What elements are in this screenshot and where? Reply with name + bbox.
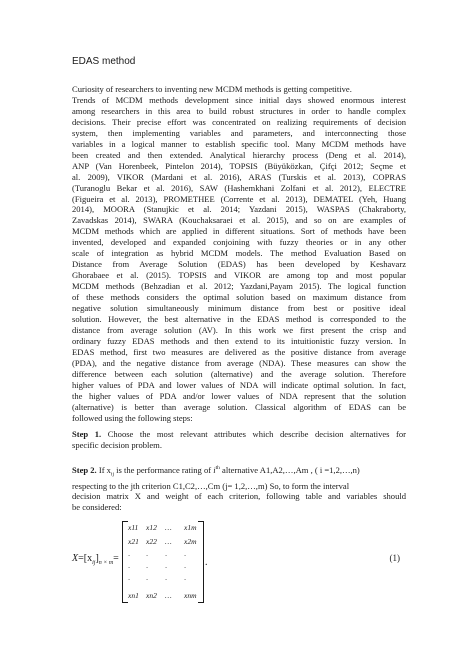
step2-text-d: 1,A2,…,Am , ( i =1,2,…,n) [265, 464, 360, 475]
intro-line: decisions. Their precise effort was concentrated on realizing requirements of decision [72, 116, 406, 127]
intro-line: (PDA), and the negative distance from average (NDA). These measures can show the [72, 357, 406, 368]
intro-line: of these methods considers the optimal solution based on maximum distance from [72, 292, 406, 303]
intro-line: MCDM methods (Behzadian et al. 2012; Yazdani,Payam 2015). The logical function [72, 281, 406, 292]
matrix-cell: · [184, 575, 186, 584]
intro-line: Curiosity of researchers to inventing new MCDM methods is getting competitive. [72, 84, 352, 94]
intro-line: invented, developed and expanded conjoining with fuzzy theories or in any other [72, 237, 406, 248]
intro-line: system, then implementing variables and parameters, and interconnecting those [72, 127, 406, 138]
matrix-cell: xnm [184, 591, 197, 600]
intro-line: Zavadskas 2014), SWARA (Kouchaksaraei et al. 2015), and so on are examples of [72, 215, 406, 226]
lhs-dim: n × m [98, 560, 114, 566]
intro-line: Ghorabaee et al. (2015). TOPSIS and VIKOR are among top and most popular [72, 270, 406, 281]
step2-line-1 [72, 463, 406, 481]
intro-line: among researchers in this area to build robust structures in order to handle complex [72, 105, 406, 116]
intro-line: variables in a logical manner to establish specific tool. Many MCDM methods have [72, 138, 406, 149]
equation-period: . [205, 557, 208, 568]
decision-matrix-equation [72, 519, 406, 605]
matrix-cell: x12 [146, 523, 157, 532]
matrix-cell: … [165, 537, 172, 546]
matrix-cell: · [184, 551, 186, 560]
intro-line: al. 2009), VIKOR (Mardani et al. 2016), ARAS (Turskis et al. 2013), COPRAS [72, 171, 406, 182]
equation-lhs [72, 553, 119, 566]
matrix-cell: · [184, 563, 186, 572]
step1-paragraph [72, 429, 406, 451]
matrix-cell: · [165, 575, 167, 584]
intro-line: MCDM methods which are applied in different situations. Sort of methods have been [72, 226, 406, 237]
intro-line: negative solution simultaneously minimum distance from best or positive ideal [72, 303, 406, 314]
step2-text-b: is the performance rating of [116, 464, 212, 475]
equation-number: (1) [389, 553, 400, 563]
step2-text-a: If x [98, 464, 111, 475]
matrix-cell: · [165, 551, 167, 560]
matrix-cell: x1m [184, 523, 197, 532]
lhs-eq2: = [113, 553, 119, 564]
matrix-cell: xn1 [128, 591, 139, 600]
intro-line: 2014), MOORA (Stanujkic et al. 2014; Yazdani 2015), WASPAS (Chakraborty, [72, 204, 406, 215]
matrix-cell: x11 [128, 523, 139, 532]
step2-sub: ij [110, 471, 115, 478]
section-heading: EDAS method [72, 56, 136, 67]
step1-line-2: specific decision problem. [72, 439, 162, 450]
matrix-cell: … [165, 523, 172, 532]
matrix-cell: … [165, 591, 172, 600]
intro-line: EDAS method, first two measures are delivered as the positive distance from average [72, 346, 406, 357]
intro-line: followed using the following steps: [72, 412, 193, 423]
matrix-cell: · [146, 563, 148, 572]
lhs-ij: ij [92, 560, 96, 566]
intro-line: been created and then extended. Analytical hierarchy process (Deng et al. 2014), [72, 149, 406, 160]
step2-i: i [213, 464, 216, 475]
step1-text-1: Choose the most relevant attributes which describe decision alternatives for [107, 429, 407, 439]
intro-line: distance from average solution (AV). In this work we first present the crisp and [72, 324, 406, 335]
step2-line-2: respecting to the jth criterion C1,C2,…,Cm (j= 1,2,…,m) So, to form the interval [72, 480, 350, 491]
lhs-close: ] [95, 553, 99, 564]
intro-line: (Figueira et al. 2013), PROMETHEE (Corrente et al. 2013), DEMATEL (Yeh, Huang [72, 193, 406, 204]
matrix-cell: · [146, 551, 148, 560]
intro-line: Trends of MCDM methods development since initial days showed enormous interest [72, 94, 406, 105]
step2-line-3: decision matrix X and weight of each criterion, following table and variables should [72, 491, 406, 502]
intro-line: (alternative) is better than average solution. Classical algorithm of EDAS can be [72, 401, 406, 412]
step2-paragraph [72, 463, 406, 513]
step1-label: Step 1. [72, 429, 102, 439]
matrix-cell: xn2 [146, 591, 157, 600]
intro-line: difference between each solution (alternative) and the average solution. Therefore [72, 368, 406, 379]
matrix-cell: · [128, 551, 130, 560]
matrix-cell: x22 [146, 537, 157, 546]
matrix-cell: x21 [128, 537, 139, 546]
step2-label: Step 2. [72, 464, 97, 475]
matrix-cell: · [128, 575, 130, 584]
intro-line: the higher values of PDA and/or lower values of NDA represent that the solution [72, 390, 406, 401]
matrix-cell: · [146, 575, 148, 584]
lhs-x: X [72, 553, 79, 564]
intro-line: ordinary fuzzy EDAS methods and then extend to its intuitionistic fuzzy version. In [72, 335, 406, 346]
intro-line: higher values of PDA and lower values of NDA will indicate optimal solution. In fact, [72, 379, 406, 390]
step1-line-1 [72, 429, 406, 440]
lhs-eq: =[x [78, 553, 93, 564]
matrix-cell: · [128, 563, 130, 572]
intro-line: Distance from Average Solution (EDAS) has been developed by Keshavarz [72, 259, 406, 270]
step2-text-c: alternative A [222, 464, 266, 475]
matrix-cell: · [165, 563, 167, 572]
intro-paragraph [72, 84, 406, 424]
intro-line: ANP (Van Horenbeek, Pintelon 2014), TOPSIS (Büyüközkan, Çifçi 2012; Seçme et [72, 160, 406, 171]
intro-line: solution. However, the best alternative in the EDAS method is corresponded to the [72, 314, 406, 325]
matrix-cell: x2m [184, 537, 197, 546]
matrix-right-bracket [198, 521, 204, 603]
intro-line: (Turanoglu Bekar et al. 2016), SAW (Hashemkhani Zolfani et al. 2012), ELECTRE [72, 182, 406, 193]
step2-th: th [215, 465, 220, 471]
step2-line-4: be considered: [72, 502, 122, 513]
intro-line: scale of integration as hybrid MCDM models. The method Evaluation Based on [72, 248, 406, 259]
